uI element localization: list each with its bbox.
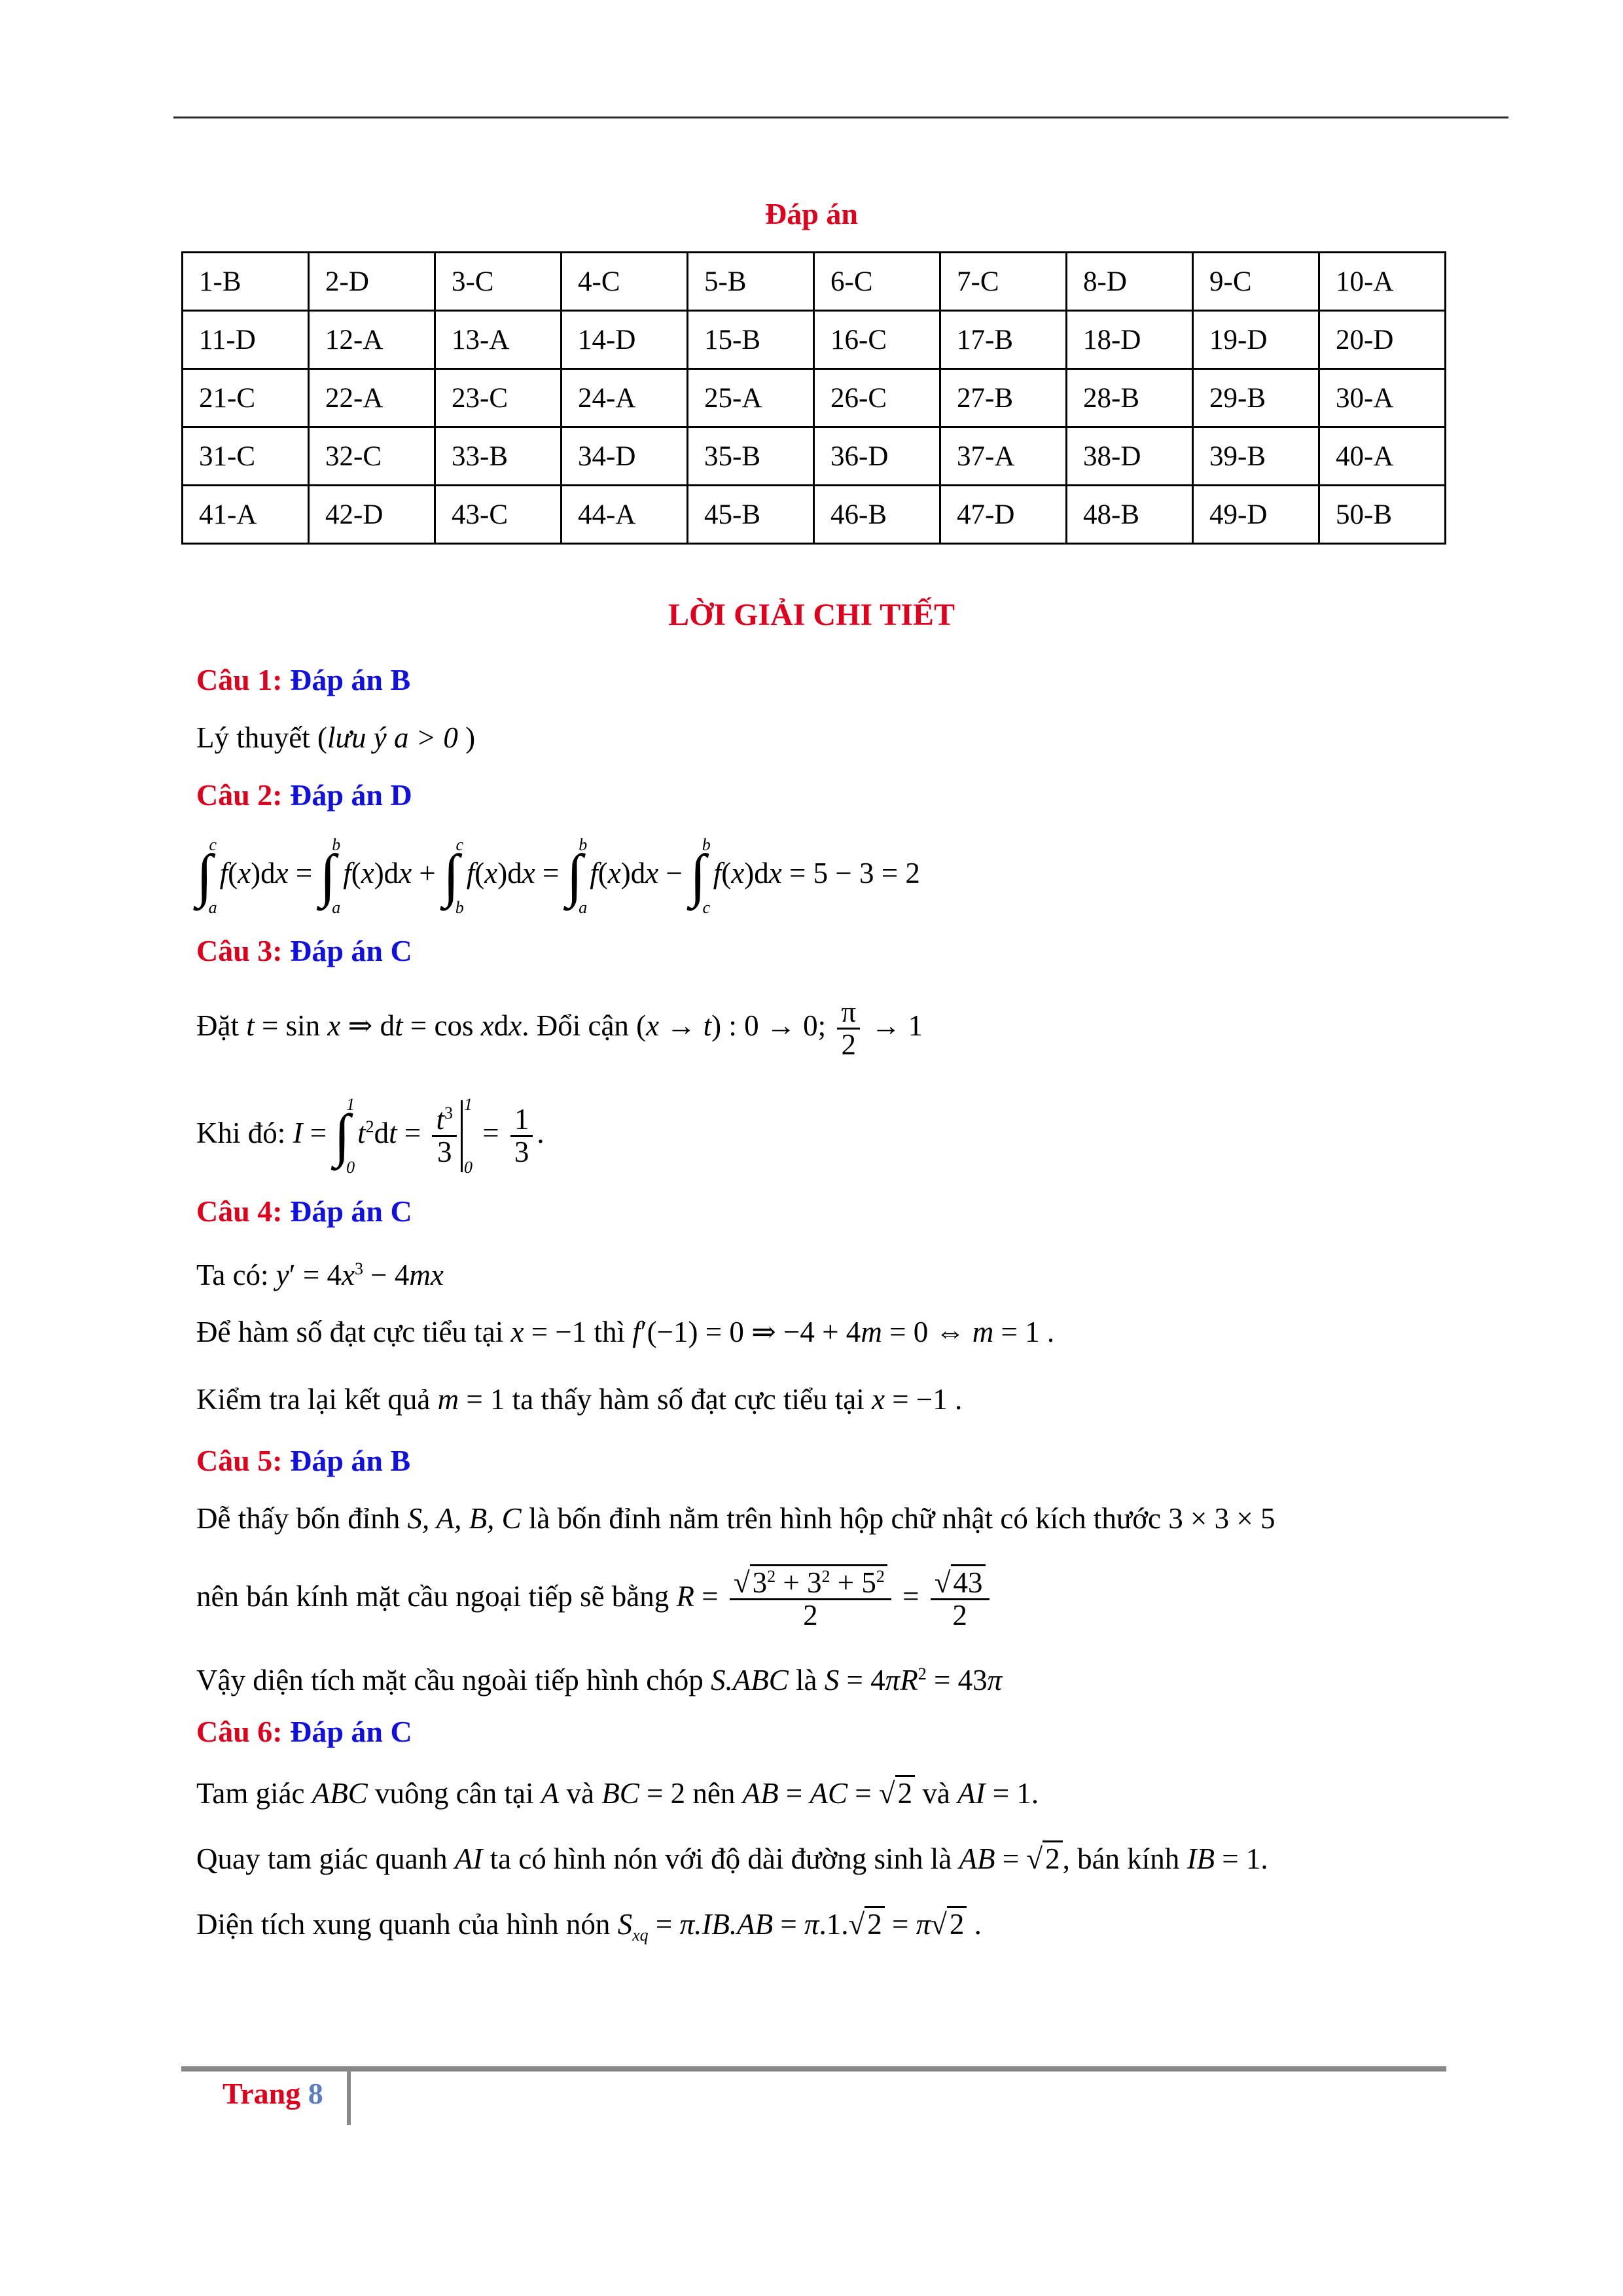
answer-cell: 22-A (309, 369, 435, 427)
answer-cell: 47-D (940, 486, 1067, 544)
answer-cell: 45-B (688, 486, 814, 544)
answer-cell: 18-D (1067, 311, 1193, 369)
answer-cell: 50-B (1319, 486, 1446, 544)
answer-cell: 40-A (1319, 427, 1446, 486)
answer-cell: 3-C (435, 253, 562, 311)
answer-cell: 37-A (940, 427, 1067, 486)
q3-result: Khi đó: I = ∫ 1 0 $t^2dt$ = $\frac{t^3}{3}$ 1 0 = $\frac{1}{3}$ . (196, 1094, 544, 1177)
question-heading: Câu 3: Đáp án C (196, 934, 412, 967)
q6-line: Tam giác ABC vuông cân tại A và BC = 2 nên AB = AC = √2 và AI = 1. (196, 1761, 1472, 1826)
answer-row (183, 311, 1446, 369)
q4-line: Kiểm tra lại kết quả m = 1 ta thấy hàm số đạt cực tiểu tại x = −1 . (196, 1383, 963, 1416)
answer-cell: 23-C (435, 369, 562, 427)
answer-cell: 21-C (183, 369, 309, 427)
answer-cell: 1-B (183, 253, 309, 311)
answer-cell: 6-C (814, 253, 940, 311)
answer-key-title: Đáp án (765, 197, 858, 230)
answer-cell: 8-D (1067, 253, 1193, 311)
answer-cell: 38-D (1067, 427, 1193, 486)
answer-cell: 20-D (1319, 311, 1446, 369)
q4-line: Ta có: $y' = 4x^3 - 4mx$ (196, 1259, 444, 1291)
answer-cell: 11-D (183, 311, 309, 369)
answer-cell: 39-B (1193, 427, 1319, 486)
answer-cell: 19-D (1193, 311, 1319, 369)
q5-line: Vậy diện tích mặt cầu ngoài tiếp hình chóp S.ABC là $S = 4\pi R^2 = 43\pi$ (196, 1664, 1003, 1696)
answer-cell: 42-D (309, 486, 435, 544)
answer-cell: 31-C (183, 427, 309, 486)
answer-cell: 10-A (1319, 253, 1446, 311)
q4-line: Để hàm số đạt cực tiểu tại x = −1 thì f′(−1) = 0 ⇒ −4 + 4m = 0 ⇔ m = 1 . (196, 1316, 1055, 1348)
answer-cell: 29-B (1193, 369, 1319, 427)
question-heading: Câu 1: Đáp án B (196, 663, 411, 696)
q6-line: Quay tam giác quanh AI ta có hình nón với độ dài đường sinh là AB = √2, bán kính IB = 1. (196, 1826, 1472, 1892)
q3-line: Đặt t = sin x ⇒ dt = cos xdx. Đổi cận (x → t) : 0 → 0; $\frac{\pi}{2}$ → 1 (196, 995, 923, 1062)
page-number: Trang 8 (223, 2077, 323, 2110)
answer-cell: 5-B (688, 253, 814, 311)
solution-title: LỜI GIẢI CHI TIẾT (668, 598, 955, 632)
answer-cell: 49-D (1193, 486, 1319, 544)
question-heading: Câu 4: Đáp án C (196, 1194, 412, 1228)
question-heading: Câu 6: Đáp án C (196, 1715, 412, 1748)
answer-cell: 28-B (1067, 369, 1193, 427)
footer-rule (181, 2066, 1446, 2072)
answer-cell: 7-C (940, 253, 1067, 311)
answer-cell: 14-D (562, 311, 688, 369)
answer-cell: 15-B (688, 311, 814, 369)
answer-cell: 32-C (309, 427, 435, 486)
answer-row (183, 486, 1446, 544)
answer-cell: 30-A (1319, 369, 1446, 427)
question-heading: Câu 5: Đáp án B (196, 1444, 411, 1477)
answer-cell: 9-C (1193, 253, 1319, 311)
answer-cell: 16-C (814, 311, 940, 369)
answer-cell: 4-C (562, 253, 688, 311)
solution-content (196, 651, 1472, 1957)
footer-divider (347, 2072, 351, 2125)
q2-formula: ∫ c a f(x)dx = ∫ b a f(x)dx + ∫ c b f(x)dx = ∫ b a f(x)dx − ∫ b c f(x)dx = 5 − 3 = 2 (196, 834, 920, 917)
answer-cell: 25-A (688, 369, 814, 427)
answer-cell: 48-B (1067, 486, 1193, 544)
answer-row (183, 369, 1446, 427)
q1-line: Lý thuyết (lưu ý a > 0 ) (196, 721, 476, 754)
q5-line: Dễ thấy bốn đỉnh S, A, B, C là bốn đỉnh nằm trên hình hộp chữ nhật có kích thước 3 × 3 × 5 (196, 1502, 1275, 1535)
answer-row (183, 427, 1446, 486)
answer-cell: 33-B (435, 427, 562, 486)
answer-cell: 12-A (309, 311, 435, 369)
answer-cell: 41-A (183, 486, 309, 544)
answer-row (183, 253, 1446, 311)
answer-cell: 43-C (435, 486, 562, 544)
answer-cell: 44-A (562, 486, 688, 544)
answer-key-table (181, 251, 1446, 545)
answer-cell: 34-D (562, 427, 688, 486)
answer-cell: 17-B (940, 311, 1067, 369)
answer-cell: 35-B (688, 427, 814, 486)
header-rule (173, 117, 1508, 118)
answer-cell: 2-D (309, 253, 435, 311)
answer-cell: 27-B (940, 369, 1067, 427)
answer-cell: 46-B (814, 486, 940, 544)
q5-line: nên bán kính mặt cầu ngoại tiếp sẽ bằng R = $\frac{√3^2 + 3^2 + 5^2}{2}$ = $\frac{√43}{2}$ (196, 1547, 1472, 1645)
answer-cell: 24-A (562, 369, 688, 427)
question-heading: Câu 2: Đáp án D (196, 778, 412, 812)
answer-cell: 26-C (814, 369, 940, 427)
q6-line: Diện tích xung quanh của hình nón $S_{xq} = \pi.IB.AB = \pi.1.√2 = \pi√2$ . (196, 1892, 1472, 1957)
answer-cell: 13-A (435, 311, 562, 369)
answer-cell: 36-D (814, 427, 940, 486)
